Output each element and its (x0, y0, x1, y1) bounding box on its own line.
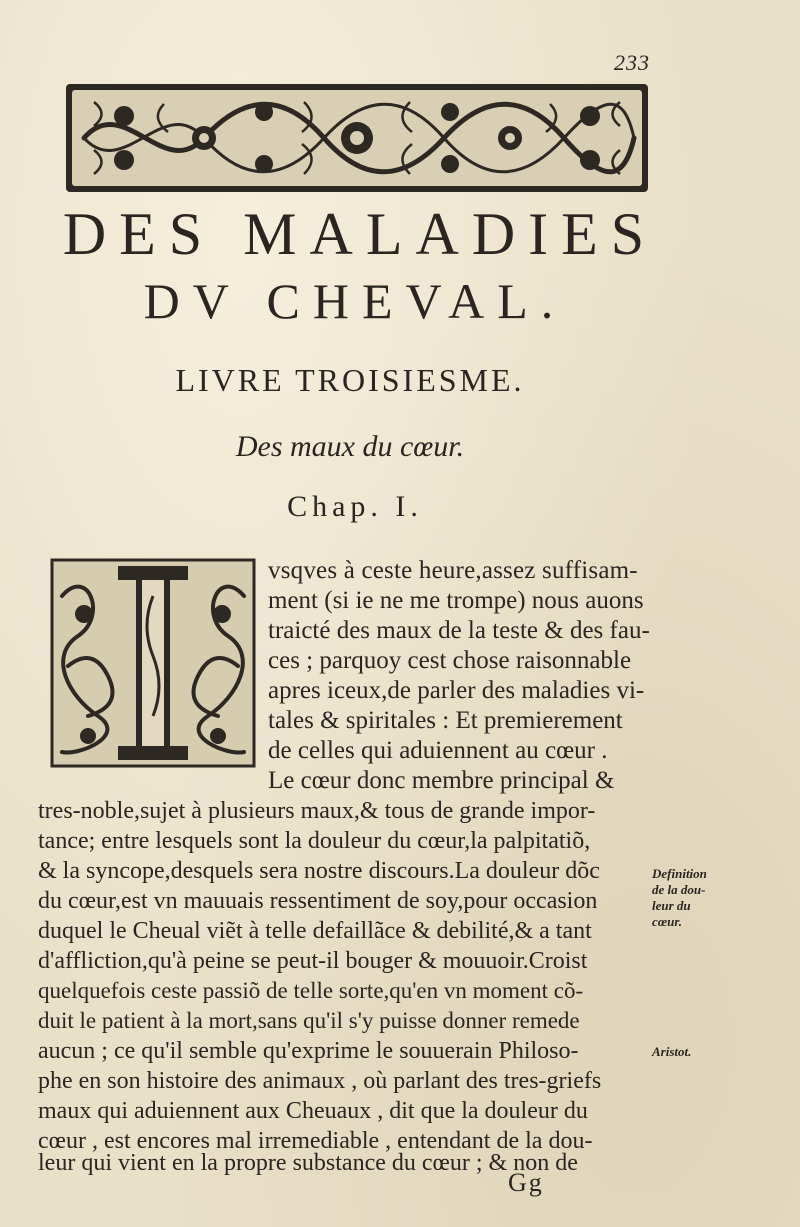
body-line: tres-noble,sujet à plusieurs maux,& tous de grande impor- (38, 798, 596, 824)
margin-note-definition-line: de la dou- (652, 882, 706, 897)
book-heading: LIVRE TROISIESME. (175, 362, 525, 398)
body-line: leur qui vient en la propre substance du cœur ; & non de (38, 1150, 578, 1176)
chapter-heading: Chap. I. (287, 490, 423, 523)
decorated-initial-I-icon (48, 556, 258, 772)
body-line: ces ; parquoy cest chose raisonnable (268, 647, 632, 674)
catchword: Gg (508, 1168, 544, 1197)
body-line: quelquefois ceste passiõ de telle sorte,qu'en vn moment cõ- (38, 978, 584, 1003)
body-line: cœur , est encores mal irremediable , entendant de la dou- (38, 1128, 593, 1154)
body-line: vsqves à ceste heure,assez suffisam- (268, 557, 638, 584)
body-line: d'affliction,qu'à peine se peut-il bouger & mouuoir.Croist (38, 948, 588, 974)
page-number: 233 (614, 50, 650, 75)
body-line: apres iceux,de parler des maladies vi- (268, 677, 645, 704)
margin-note-definition-line: Definition (652, 866, 707, 881)
body-line: Le cœur donc membre principal & (268, 767, 615, 794)
body-line: du cœur,est vn mauuais ressentiment de soy,pour occasion (38, 888, 598, 914)
main-title: DES MALADIES (62, 201, 658, 267)
margin-note-definition-line: leur du (652, 898, 691, 913)
body-line: duquel le Cheual viẽt à telle defaillãce & debilité,& a tant (38, 918, 592, 944)
margin-note-author: Aristot. (652, 1044, 692, 1059)
margin-note-definition-line: cœur. (652, 914, 682, 929)
section-title: Des maux du cœur. (235, 430, 465, 463)
body-line: traicté des maux de la teste & des fau- (268, 617, 650, 644)
main-title-line-2: DV CHEVAL. (143, 273, 567, 329)
body-line: ment (si ie ne me trompe) nous auons (268, 587, 644, 614)
body-line: aucun ; ce qu'il semble qu'exprime le souuerain Philoso- (38, 1038, 579, 1064)
floral-headpiece-ornament (64, 82, 650, 194)
body-line: maux qui aduiennent aux Cheuaux , dit que la douleur du (38, 1098, 588, 1124)
body-line: phe en son histoire des animaux , où parlant des tres-griefs (38, 1068, 602, 1094)
body-line: & la syncope,desquels sera nostre discours.La douleur dõc (38, 858, 600, 884)
body-line: tales & spiritales : Et premierement (268, 707, 623, 734)
body-line: de celles qui aduiennent au cœur . (268, 737, 608, 764)
body-line: duit le patient à la mort,sans qu'il s'y puisse donner remede (38, 1008, 580, 1033)
body-line: tance; entre lesquels sont la douleur du cœur,la palpitatiõ, (38, 828, 591, 854)
